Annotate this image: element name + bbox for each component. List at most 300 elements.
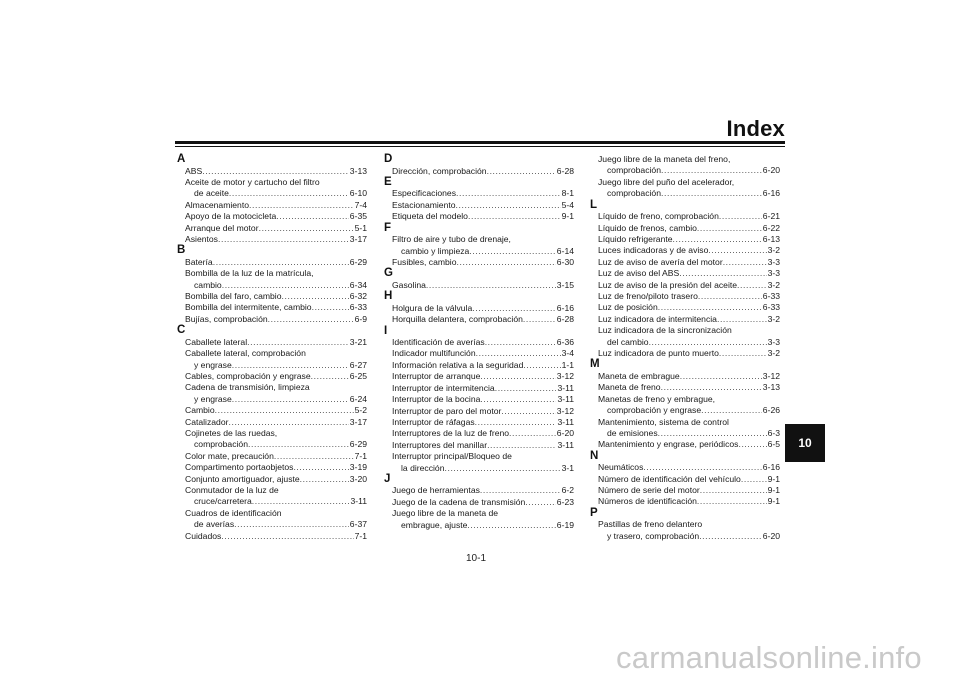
index-entry [177, 291, 367, 302]
index-entry [177, 257, 367, 268]
index-entry-page: 6-29 [349, 256, 367, 267]
index-entry [590, 291, 780, 302]
leader-dots [456, 200, 561, 211]
index-entry-page: 6-14 [556, 245, 574, 256]
leader-dots [719, 211, 762, 222]
index-entry-text: Interruptor de arranque [392, 371, 481, 382]
index-entry [177, 223, 367, 234]
index-entry-text: Holgura de la válvula [392, 302, 473, 313]
index-entry [177, 337, 367, 348]
index-entry-text: Batería [185, 256, 213, 267]
index-entry [590, 177, 780, 200]
index-entry-text: Bombilla del faro, cambio [185, 291, 282, 302]
leader-dots [476, 348, 561, 359]
index-entry-text: Líquido refrigerante [598, 233, 673, 244]
index-entry-page: 3-13 [349, 165, 367, 176]
index-entry-text: y engrase [194, 359, 232, 370]
index-entry [590, 496, 780, 507]
section-letter: J [384, 472, 391, 485]
leader-dots [723, 257, 767, 268]
leader-dots [215, 405, 354, 416]
index-entry [177, 234, 367, 245]
index-entry-page: 5-1 [354, 222, 367, 233]
index-entry [384, 508, 574, 531]
index-entry-text: Interruptor de la bocina [392, 394, 481, 405]
index-entry [384, 417, 574, 428]
index-entry-page: 3-2 [767, 245, 780, 256]
leader-dots [276, 211, 349, 222]
index-entry-page: 3-12 [762, 370, 780, 381]
leader-dots [523, 360, 560, 371]
index-entry-text: Número de serie del motor [598, 485, 700, 496]
index-entry-text: Mantenimiento y engrase, periódicos [598, 439, 739, 450]
index-entry-page: 6-13 [762, 233, 780, 244]
index-entry-text: Dirección, comprobación [392, 165, 487, 176]
section-letter: F [384, 221, 392, 234]
index-entry-text: Compartimento portaobjetos [185, 462, 294, 473]
index-entry-page: 6-24 [349, 393, 367, 404]
index-entry-text: Bombilla del intermitente, cambio [185, 302, 312, 313]
leader-dots [444, 463, 560, 474]
index-entry-text: Información relativa a la seguridad [392, 359, 524, 370]
index-entry [590, 280, 780, 291]
index-entry [590, 519, 780, 542]
index-entry-page: 3-11 [350, 496, 367, 507]
leader-dots [679, 268, 766, 279]
index-entry-page: 7-1 [354, 450, 367, 461]
section-letter: D [384, 153, 393, 165]
index-entry [384, 428, 574, 439]
chapter-tab: 10 [785, 424, 825, 462]
leader-dots [247, 337, 349, 348]
index-entry [177, 451, 367, 462]
index-entry [590, 268, 780, 279]
index-entry [177, 428, 367, 451]
leader-dots [475, 417, 557, 428]
leader-dots [472, 303, 556, 314]
index-entry-page: 3-3 [767, 256, 780, 267]
index-entry-text: Interruptores del manillar [392, 439, 488, 450]
index-entry-page: 9-1 [767, 473, 780, 484]
leader-dots [234, 519, 349, 530]
leader-dots [229, 188, 349, 199]
leader-dots [252, 496, 350, 507]
index-entry-page: 6-16 [762, 188, 780, 199]
index-entry-text: Luz de aviso de la presión del aceite [598, 279, 738, 290]
leader-dots [480, 394, 556, 405]
index-entry [590, 371, 780, 382]
index-entry [590, 257, 780, 268]
index-entry-page: 3-4 [561, 348, 574, 359]
index-entry-page: 6-16 [556, 302, 574, 313]
index-entry-page: 3-12 [556, 405, 574, 416]
index-entry-text: Luz de posición [598, 302, 658, 313]
leader-dots [282, 291, 349, 302]
index-entry-page: 6-28 [556, 314, 574, 325]
index-entry-page: 7-4 [354, 199, 367, 210]
index-entry [590, 223, 780, 234]
section-letter: B [177, 244, 186, 257]
index-entry [177, 200, 367, 211]
index-entry-page: 1-1 [561, 359, 574, 370]
leader-dots [456, 257, 555, 268]
index-entry-text: Apoyo de la motocicleta [185, 211, 277, 222]
index-entry [177, 371, 367, 382]
leader-dots [741, 474, 767, 485]
index-entry [177, 462, 367, 473]
leader-dots [222, 280, 349, 291]
leader-dots [426, 280, 556, 291]
index-entry-page: 6-20 [762, 530, 780, 541]
index-entry-text: Luz de freno/piloto trasero [598, 290, 698, 301]
index-entry-text: Color mate, precaución [185, 450, 274, 461]
index-entry-text: Manetas de freno y embrague, [598, 393, 716, 404]
index-entry-page: 9-1 [561, 211, 574, 222]
leader-dots [467, 520, 555, 531]
index-entry [384, 303, 574, 314]
index-entry-text: de emisiones [607, 427, 658, 438]
index-entry-page: 3-3 [767, 336, 780, 347]
leader-dots [311, 371, 349, 382]
index-entry-text: Cojinetes de las ruedas, [185, 428, 278, 439]
section-letter: A [177, 153, 186, 165]
index-entry-text: embrague, ajuste [401, 519, 468, 530]
leader-dots [495, 383, 557, 394]
leader-dots [274, 451, 354, 462]
index-entry-text: Juego de la cadena de transmisión [392, 496, 526, 507]
leader-dots [701, 405, 762, 416]
index-entry-page: 3-12 [556, 371, 574, 382]
leader-dots [487, 166, 556, 177]
index-entry [384, 337, 574, 348]
index-entry [384, 360, 574, 371]
index-entry-page: 6-33 [762, 290, 780, 301]
index-entry-text: Etiqueta del modelo [392, 211, 468, 222]
index-entry-text: Filtro de aire y tubo de drenaje, [392, 234, 511, 245]
leader-dots [485, 337, 556, 348]
index-entry-page: 6-20 [556, 428, 574, 439]
leader-dots [213, 257, 349, 268]
leader-dots [697, 496, 767, 507]
leader-dots [232, 360, 349, 371]
index-entry-page: 6-23 [556, 496, 574, 507]
index-entry-page: 6-22 [762, 222, 780, 233]
index-entry-page: 3-11 [557, 416, 574, 427]
leader-dots [249, 200, 354, 211]
index-entry [384, 200, 574, 211]
index-entry-page: 6-36 [556, 337, 574, 348]
index-entry-page: 3-20 [349, 473, 367, 484]
index-entry-text: Cuadros de identificación [185, 507, 282, 518]
index-column-2 [384, 154, 574, 531]
index-entry-text: comprobación [607, 165, 661, 176]
index-entry [590, 245, 780, 256]
index-entry [590, 382, 780, 393]
index-entry [590, 154, 780, 177]
index-entry-page: 6-33 [349, 302, 367, 313]
index-entry-page: 3-21 [349, 336, 367, 347]
index-entry [384, 497, 574, 508]
index-entry-page: 3-2 [767, 313, 780, 324]
index-entry-text: Bombilla de la luz de la matrícula, [185, 268, 314, 279]
watermark-text: carmanualsonline.info [616, 640, 922, 675]
index-entry [590, 325, 780, 348]
index-entry-page: 3-15 [556, 279, 574, 290]
index-entry-text: Estacionamiento [392, 199, 456, 210]
index-entry-page: 3-2 [767, 348, 780, 358]
index-entry-text: Juego libre del puño del acelerador, [598, 176, 735, 187]
index-entry [384, 348, 574, 359]
index-entry-page: 6-30 [556, 256, 574, 267]
index-entry-text: Luz indicadora de la sincronización [598, 325, 732, 336]
leader-dots [501, 406, 555, 417]
index-entry [177, 348, 367, 371]
index-entry-text: Almacenamiento [185, 199, 250, 210]
leader-dots [658, 302, 762, 313]
index-entry-page: 6-33 [762, 302, 780, 313]
index-entry-text: Números de identificación [598, 496, 697, 507]
page-number: 10-1 [466, 553, 487, 564]
leader-dots [300, 474, 349, 485]
index-entry-text: Mantenimiento, sistema de control [598, 416, 729, 427]
index-entry-text: Líquido de freno, comprobación [598, 211, 719, 222]
index-entry-text: Maneta de embrague [598, 370, 680, 381]
index-entry-text: cambio [194, 279, 222, 290]
index-entry-text: Gasolina [392, 279, 426, 290]
index-entry-text: cruce/carretera [194, 496, 252, 507]
leader-dots [700, 485, 767, 496]
index-entry [590, 394, 780, 417]
leader-dots [469, 246, 556, 257]
index-entry [177, 166, 367, 177]
index-entry-page: 7-1 [354, 530, 367, 541]
index-entry [590, 211, 780, 222]
index-entry-text: Conmutador de la luz de [185, 485, 279, 496]
index-entry-page: 6-32 [349, 291, 367, 302]
index-entry-text: Horquilla delantera, comprobación [392, 314, 523, 325]
leader-dots [487, 440, 556, 451]
index-entry-page: 6-34 [349, 279, 367, 290]
leader-dots [661, 165, 762, 176]
leader-dots [312, 302, 349, 313]
index-entry-text: Luces indicadoras y de aviso [598, 245, 709, 256]
header-rule-thin [175, 146, 785, 147]
index-entry [177, 314, 367, 325]
index-entry-page: 3-11 [557, 439, 574, 450]
index-entry [590, 462, 780, 473]
leader-dots [649, 337, 767, 348]
header-rule-thick [175, 141, 785, 144]
index-entry-text: Identificación de averías [392, 337, 485, 348]
leader-dots [661, 382, 762, 393]
index-entry-text: y engrase [194, 393, 232, 404]
index-entry-page: 6-25 [349, 371, 367, 381]
index-entry-text: de aceite [194, 188, 229, 199]
leader-dots [708, 245, 766, 256]
leader-dots [480, 371, 555, 382]
leader-dots [259, 223, 354, 234]
leader-dots [697, 223, 762, 234]
index-entry-text: Maneta de freno [598, 382, 661, 393]
leader-dots [658, 428, 767, 439]
index-entry [177, 485, 367, 508]
index-entry-text: y trasero, comprobación [607, 530, 700, 541]
leader-dots [643, 462, 761, 473]
index-entry-text: Interruptor de paro del motor [392, 405, 502, 416]
index-entry-page: 3-19 [349, 462, 367, 473]
index-entry-text: Luz de aviso de avería del motor [598, 256, 723, 267]
leader-dots [456, 188, 561, 199]
section-letter: M [590, 358, 600, 371]
index-entry-text: Cuidados [185, 530, 222, 541]
index-entry-page: 6-28 [556, 165, 574, 176]
index-entry [384, 383, 574, 394]
index-entry-page: 6-5 [767, 439, 780, 450]
section-letter: C [177, 324, 186, 337]
section-letter: N [590, 449, 599, 462]
index-entry-text: Arranque del motor [185, 222, 259, 233]
index-entry-page: 9-1 [767, 496, 780, 507]
index-entry [384, 257, 574, 268]
index-entry [590, 439, 780, 450]
index-entry [590, 474, 780, 485]
index-entry-text: Cadena de transmisión, limpieza [185, 382, 310, 393]
index-entry-page: 8-1 [561, 188, 574, 199]
leader-dots [232, 394, 349, 405]
index-entry [384, 188, 574, 199]
index-entry-page: 6-2 [561, 485, 574, 496]
leader-dots [293, 462, 348, 473]
index-entry-page: 6-9 [354, 313, 367, 324]
index-entry-text: cambio y limpieza [401, 245, 470, 256]
leader-dots [221, 531, 353, 542]
index-entry-text: ABS [185, 165, 203, 176]
index-entry-page: 6-37 [349, 519, 367, 530]
leader-dots [509, 428, 556, 439]
index-entry-text: Interruptor de intermitencia [392, 382, 495, 393]
index-entry [177, 417, 367, 428]
index-entry-text: Interruptores de la luz de freno [392, 428, 510, 439]
index-entry-page: 6-10 [349, 188, 367, 199]
index-entry [384, 314, 574, 325]
section-letter: E [384, 175, 392, 188]
section-letter: P [590, 506, 598, 519]
index-entry-page: 6-19 [556, 519, 574, 530]
index-entry-text: Neumáticos [598, 462, 644, 473]
index-entry-page: 6-16 [762, 462, 780, 473]
index-entry-text: Catalizador [185, 416, 229, 427]
index-entry [384, 211, 574, 222]
index-entry-text: Pastillas de freno delantero [598, 519, 703, 530]
index-entry-text: Juego libre de la maneta de [392, 508, 499, 519]
index-entry [177, 177, 367, 200]
index-entry-text: Luz indicadora de punto muerto [598, 348, 719, 358]
index-entry-text: Juego libre de la maneta del freno, [598, 154, 731, 164]
index-entry-text: la dirección [401, 462, 445, 473]
section-letter: L [590, 198, 598, 211]
index-entry-page: 3-2 [767, 279, 780, 290]
index-entry-page: 3-17 [349, 416, 367, 427]
index-entry-page: 6-21 [762, 211, 780, 222]
index-entry [177, 382, 367, 405]
leader-dots [525, 497, 556, 508]
index-entry-text: Número de identificación del vehículo [598, 473, 741, 484]
index-entry [177, 508, 367, 531]
index-entry-text: Juego de herramientas [392, 485, 480, 496]
leader-dots [228, 417, 348, 428]
index-entry [384, 451, 574, 474]
index-entry-page: 6-27 [349, 359, 367, 370]
leader-dots [523, 314, 556, 325]
index-entry-text: Cables, comprobación y engrase [185, 371, 311, 381]
leader-dots [737, 280, 767, 291]
index-entry [384, 406, 574, 417]
index-entry-text: Luz de aviso del ABS [598, 268, 680, 279]
index-entry-page: 3-13 [762, 382, 780, 393]
index-entry [590, 417, 780, 440]
index-entry [590, 302, 780, 313]
index-entry [177, 405, 367, 416]
index-entry-text: Fusibles, cambio [392, 256, 457, 267]
index-entry [177, 474, 367, 485]
index-entry [384, 371, 574, 382]
index-entry [384, 280, 574, 291]
index-entry [177, 268, 367, 291]
leader-dots [468, 211, 561, 222]
leader-dots [680, 371, 762, 382]
index-entry [384, 166, 574, 177]
index-entry [384, 485, 574, 496]
index-entry-page: 5-4 [561, 199, 574, 210]
index-entry-page: 6-20 [762, 165, 780, 176]
index-entry-page: 6-35 [349, 211, 367, 222]
index-entry [384, 234, 574, 257]
index-entry-text: comprobación [607, 188, 661, 199]
leader-dots [719, 348, 767, 359]
leader-dots [717, 314, 767, 325]
index-entry [590, 234, 780, 245]
index-entry-page: 9-1 [767, 485, 780, 496]
section-letter: H [384, 290, 393, 303]
index-entry-text: Conjunto amortiguador, ajuste [185, 473, 300, 484]
index-entry-page: 6-29 [349, 439, 367, 450]
index-entry-text: Aceite de motor y cartucho del filtro [185, 176, 320, 187]
index-entry-text: Interruptor principal/Bloqueo de [392, 451, 512, 462]
section-letter: G [384, 267, 393, 280]
index-entry-page: 3-1 [561, 462, 574, 473]
index-entry [177, 211, 367, 222]
index-entry-text: Cambio [185, 405, 215, 416]
index-entry [177, 302, 367, 313]
index-entry [384, 394, 574, 405]
leader-dots [480, 485, 561, 496]
index-entry-text: Líquido de frenos, cambio [598, 222, 697, 233]
leader-dots [661, 188, 762, 199]
index-entry-page: 3-3 [767, 268, 780, 279]
leader-dots [698, 291, 762, 302]
index-entry-page: 6-26 [762, 405, 780, 416]
index-entry-text: Bujías, comprobación [185, 313, 268, 324]
leader-dots [248, 439, 349, 450]
index-entry-text: Indicador multifunción [392, 348, 476, 359]
index-entry-text: comprobación [194, 439, 248, 450]
leader-dots [218, 234, 349, 245]
index-entry-page: 3-17 [349, 233, 367, 244]
index-entry-text: Caballete lateral [185, 336, 248, 347]
index-entry-text: del cambio [607, 336, 649, 347]
index-entry-text: Luz indicadora de intermitencia [598, 313, 717, 324]
index-entry-text: Caballete lateral, comprobación [185, 348, 306, 359]
